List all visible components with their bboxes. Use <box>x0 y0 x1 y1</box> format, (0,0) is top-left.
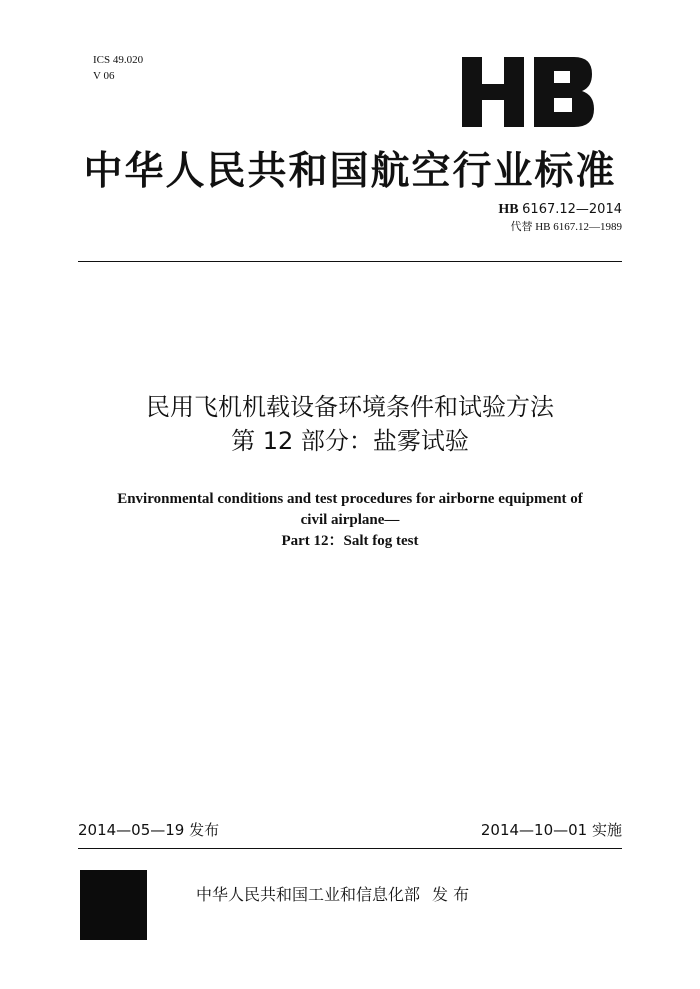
classification-codes <box>93 52 143 84</box>
english-title-line-3: Part 12：Salt fog test <box>281 533 419 549</box>
publisher-action: 发 布 <box>432 885 470 904</box>
english-title-line-1: Environmental conditions and test procedures for airborne equipment of <box>117 491 583 507</box>
chinese-title <box>0 390 700 458</box>
issue-date: 2014—05—19 发布 <box>78 821 220 839</box>
standard-prefix: HB <box>498 202 519 217</box>
organization-title: 中华人民共和国航空行业标准 <box>83 149 617 194</box>
standard-number-block <box>498 201 622 235</box>
ics-code: ICS 49.020 <box>93 54 144 66</box>
top-divider <box>78 261 622 262</box>
publisher-line <box>196 882 469 905</box>
publisher-mark <box>80 870 147 940</box>
standard-number-value: 6167.12—2014 <box>522 202 622 217</box>
english-title-line-2: civil airplane— <box>300 512 400 528</box>
ccs-code: V 06 <box>93 70 115 82</box>
implementation-date: 2014—10—01 实施 <box>480 821 622 839</box>
replaces-standard: 代替 HB 6167.12—1989 <box>510 221 622 233</box>
english-title <box>0 489 700 552</box>
chinese-title-line-2: 第 12 部分：盐雾试验 <box>231 427 469 455</box>
publisher-name: 中华人民共和国工业和信息化部 <box>196 885 421 904</box>
chinese-title-line-1: 民用飞机机载设备环境条件和试验方法 <box>146 393 554 421</box>
bottom-divider <box>78 848 622 849</box>
hb-logo <box>462 57 594 127</box>
standard-number <box>498 201 622 219</box>
